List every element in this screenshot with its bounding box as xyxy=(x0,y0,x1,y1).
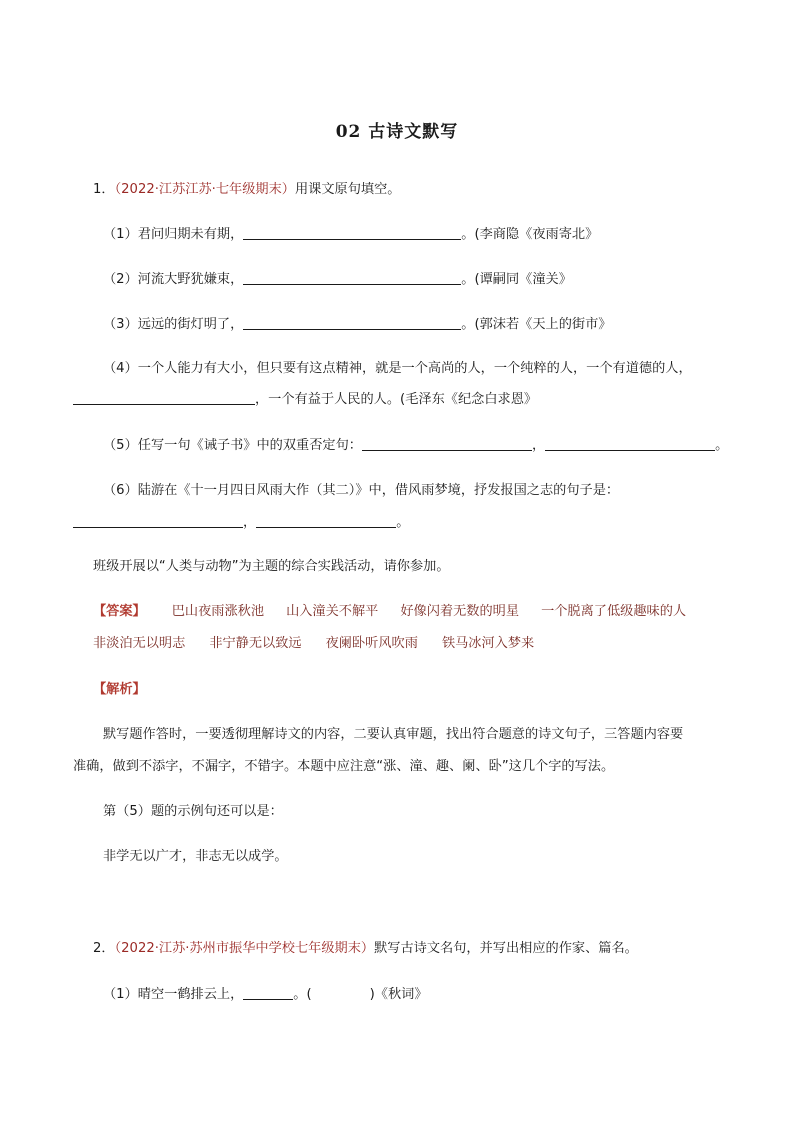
question-prompt: 用课文原句填空。 xyxy=(295,182,401,197)
fill-item-2 xyxy=(103,271,572,288)
question-prompt: 默写古诗文名句，并写出相应的作家、篇名。 xyxy=(374,941,638,956)
page-title: 02 古诗文默写 xyxy=(335,122,459,142)
comma: ， xyxy=(243,515,257,530)
fill-item-6-line-2 xyxy=(73,514,409,531)
item-mid: 。( xyxy=(293,987,312,1002)
question-2-header xyxy=(93,941,638,957)
answer-item: 非宁静无以致远 xyxy=(209,636,302,651)
answer-item: 一个脱离了低级趣味的人 xyxy=(541,604,687,619)
item-lead: （5）任写一句《诫子书》中的双重否定句： xyxy=(103,438,362,453)
answer-blank[interactable] xyxy=(362,437,532,451)
answer-item: 巴山夜雨涨秋池 xyxy=(171,604,265,619)
question-number: 1． xyxy=(93,182,115,197)
analysis-paragraph-2: 第（5）题的示例句还可以是： xyxy=(103,804,283,819)
item-tail: )《秋词》 xyxy=(369,987,428,1002)
analysis-tag: 【解析】 xyxy=(93,682,146,697)
fill-item-6-line-1: （6）陆游在《十一月四日风雨大作（其二）》中，借风雨梦境，抒发报国之志的句子是： xyxy=(103,483,620,498)
item-lead: （1）晴空一鹤排云上， xyxy=(103,987,244,1002)
fill-item-3 xyxy=(103,316,611,333)
item-lead: （2）河流大野犹嫌束， xyxy=(103,272,244,287)
analysis-paragraph-3: 非学无以广才，非志无以成学。 xyxy=(103,849,288,864)
period: 。 xyxy=(715,438,729,453)
question-1-header xyxy=(93,182,401,198)
question-source: （2022·江苏·苏州市振华中学校七年级期末） xyxy=(114,941,375,956)
answer-row-2 xyxy=(93,636,534,652)
answer-blank[interactable] xyxy=(545,437,715,451)
activity-intro: 班级开展以“人类与动物”为主题的综合实践活动，请你参加。 xyxy=(93,559,450,574)
item-tail: 。(李商隐《夜雨寄北》 xyxy=(461,227,599,242)
fill-item-q2-1 xyxy=(103,986,428,1003)
item-tail: 。(谭嗣同《潼关》 xyxy=(461,272,572,287)
answer-item: 山入潼关不解平 xyxy=(286,604,379,619)
answer-blank[interactable] xyxy=(243,226,461,240)
item-lead: （1）君问归期未有期， xyxy=(103,227,244,242)
question-number: 2． xyxy=(93,941,115,956)
item-tail: ，一个有益于人民的人。(毛泽东《纪念白求恩》 xyxy=(255,392,538,407)
question-source: （2022·江苏江苏·七年级期末） xyxy=(114,182,295,197)
answer-item: 夜阑卧听风吹雨 xyxy=(325,636,418,651)
fill-item-1 xyxy=(103,226,598,243)
answer-item: 非淡泊无以明志 xyxy=(93,636,186,651)
answer-blank[interactable] xyxy=(73,391,255,405)
period: 。 xyxy=(396,515,410,530)
analysis-paragraph-1-line-1: 默写题作答时，一要透彻理解诗文的内容，二要认真审题，找出符合题意的诗文句子，三答题内容要 xyxy=(103,727,684,742)
answer-tag: 【答案】 xyxy=(93,604,146,619)
fill-item-4-line-1: （4）一个人能力有大小，但只要有这点精神，就是一个高尚的人，一个纯粹的人，一个有道德的人， xyxy=(103,361,692,376)
answer-blank[interactable] xyxy=(243,986,293,1000)
answer-blank[interactable] xyxy=(256,514,396,528)
item-tail: 。(郭沫若《天上的街市》 xyxy=(461,317,612,332)
analysis-paragraph-1-line-2: 准确，做到不添字，不漏字，不错字。本题中应注意“涨、潼、趣、阑、卧”这几个字的写法。 xyxy=(73,759,615,774)
fill-item-4-line-2 xyxy=(73,391,537,408)
item-lead: （3）远远的街灯明了， xyxy=(103,317,244,332)
answer-item: 铁马冰河入梦来 xyxy=(441,636,535,651)
answer-row-1 xyxy=(93,604,686,620)
fill-item-5 xyxy=(103,437,728,454)
comma: ， xyxy=(531,438,546,453)
answer-item: 好像闪着无数的明星 xyxy=(400,604,520,619)
answer-blank[interactable] xyxy=(73,514,243,528)
answer-blank[interactable] xyxy=(243,316,461,330)
answer-blank[interactable] xyxy=(243,271,461,285)
